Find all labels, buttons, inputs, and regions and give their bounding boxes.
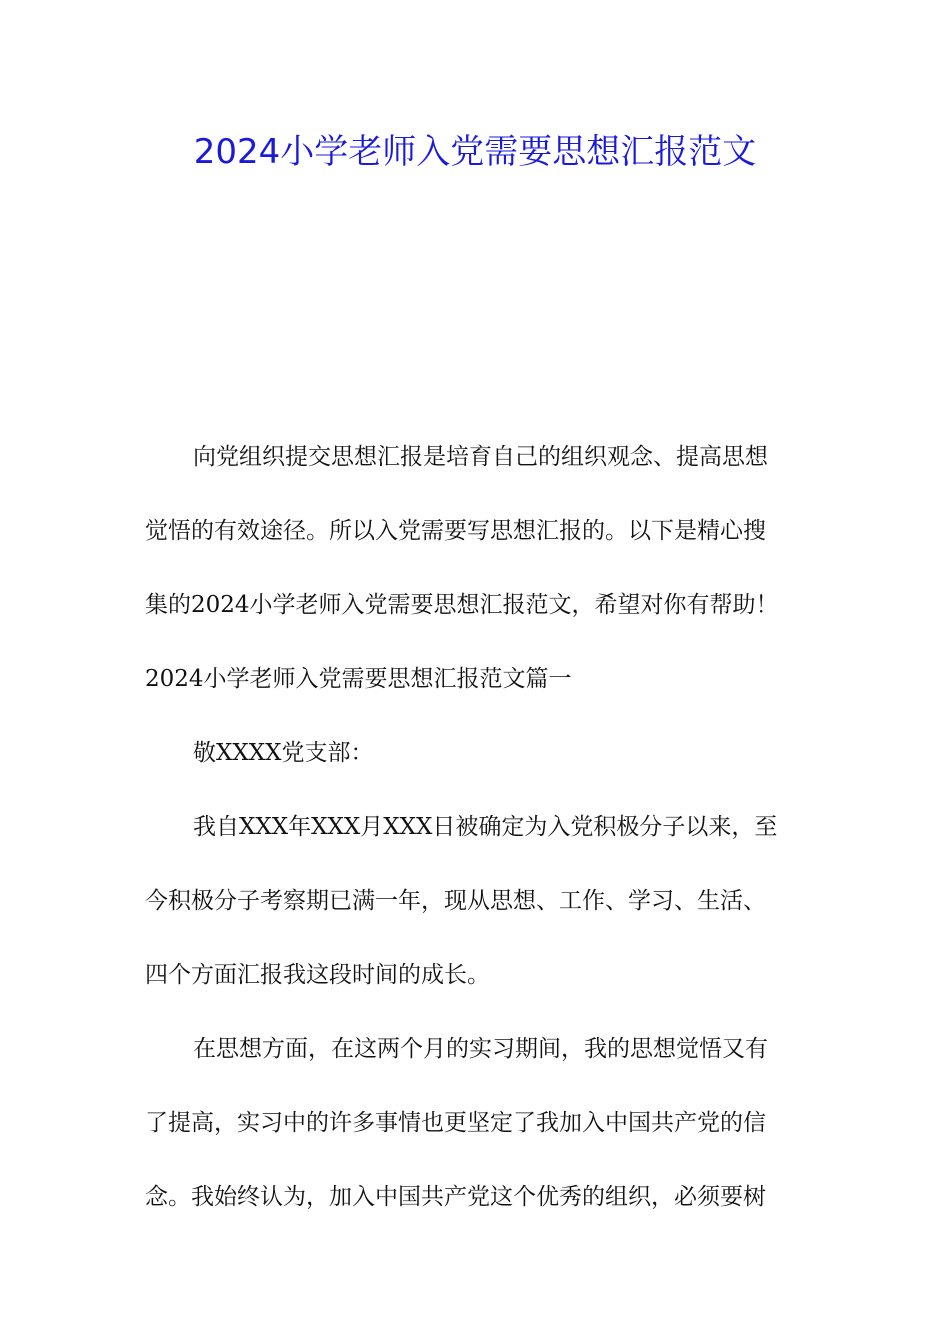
paragraph-line: 了提高，实习中的许多事情也更坚定了我加入中国共产党的信: [145, 1110, 766, 1136]
paragraph-intro: [145, 420, 805, 642]
salutation: [145, 716, 805, 790]
paragraph-line: 四个方面汇报我这段时间的成长。: [145, 962, 490, 988]
paragraph-thought: [145, 1012, 805, 1234]
paragraph-line: 向党组织提交思想汇报是培育自己的组织观念、提高思想: [193, 444, 768, 470]
paragraph-line: 念。我始终认为，加入中国共产党这个优秀的组织，必须要树: [145, 1184, 766, 1210]
paragraph-line: 觉悟的有效途径。所以入党需要写思想汇报的。以下是精心搜: [145, 518, 766, 544]
paragraph-summary: [145, 790, 805, 1012]
paragraph-line: 集的2024小学老师入党需要思想汇报范文，希望对你有帮助！: [145, 592, 779, 618]
section-heading: [145, 642, 805, 716]
paragraph-line: 我自XXX年XXX月XXX日被确定为入党积极分子以来，至: [193, 814, 778, 840]
document-title: 2024小学老师入党需要思想汇报范文: [193, 132, 757, 172]
document-body: [145, 420, 805, 1234]
salutation-text: 敬XXXX党支部：: [193, 740, 374, 766]
paragraph-line: 在思想方面，在这两个月的实习期间，我的思想觉悟又有: [193, 1036, 768, 1062]
section-heading-text: 2024小学老师入党需要思想汇报范文篇一: [145, 666, 572, 692]
paragraph-line: 今积极分子考察期已满一年，现从思想、工作、学习、生活、: [145, 888, 766, 914]
